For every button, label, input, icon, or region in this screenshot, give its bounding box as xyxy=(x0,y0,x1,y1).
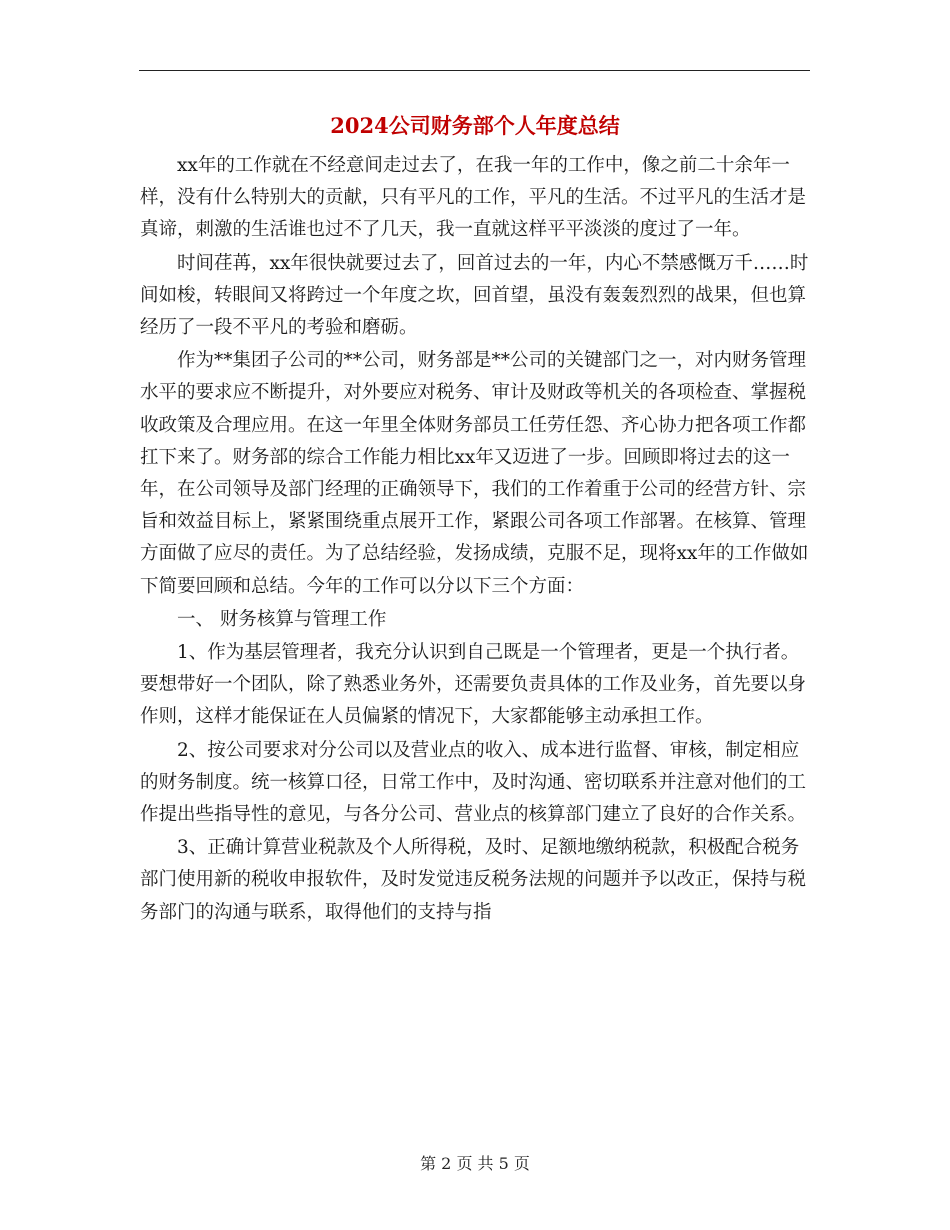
section-heading-1: 一、 财务核算与管理工作 xyxy=(177,608,387,630)
paragraph-2: 时间荏苒，xx年很快就要过去了，回首过去的一年，内心不禁感慨万千……时间如梭，转眼间又将跨过一个年度之坎，回首望，虽没有轰轰烈烈的战果，但也算经历了一段不平凡的考验和磨砺。 xyxy=(140,252,809,339)
paragraph-1: xx年的工作就在不经意间走过去了，在我一年的工作中，像之前二十余年一样，没有什么特别大的贡献，只有平凡的工作，平凡的生活。不过平凡的生活才是真谛，刺激的生活谁也过不了几天，我一直就这样平平淡淡的度过了一年。 xyxy=(140,155,807,241)
document-title: 2024公司财务部个人年度总结 xyxy=(330,113,620,138)
page-number-footer: 第 2 页 共 5 页 xyxy=(420,1154,530,1173)
paragraph-item-3: 3、正确计算营业税款及个人所得税，及时、足额地缴纳税款，积极配合税务部门使用新的税收申报软件，及时发觉违反税务法规的问题并予以改正，保持与税务部门的沟通与联系，取得他们的支持与指 xyxy=(140,837,807,923)
paragraph-item-2: 2、按公司要求对分公司以及营业点的收入、成本进行监督、审核，制定相应的财务制度。统一核算口径，日常工作中，及时沟通、密切联系并注意对他们的工作提出些指导性的意见，与各分公司、营业点的核算部门建立了良好的合作关系。 xyxy=(140,739,807,826)
paragraph-3: 作为**集团子公司的**公司，财务部是**公司的关键部门之一，对内财务管理水平的要求应不断提升，对外要应对税务、审计及财政等机关的各项检查、掌握税收政策及合理应用。在这一年里全体财务部员工任劳任怨、齐心协力把各项工作都扛下来了。财务部的综合工作能力相比xx年又迈进了一步。回顾即将过去的这一年，在公司领导及部门经理的正确领导下，我们的工作着重于公司的经营方针、宗旨和效益目标上，紧紧围绕重点展开工作，紧跟公司各项工作部署。在核算、管理方面做了应尽的责任。为了总结经验，发扬成绩，克服不足，现将xx年的工作做如下简要回顾和总结。今年的工作可以分以下三个方面： xyxy=(140,350,809,597)
paragraph-item-1: 1、作为基层管理者，我充分认识到自己既是一个管理者，更是一个执行者。要想带好一个团队，除了熟悉业务外，还需要负责具体的工作及业务，首先要以身作则，这样才能保证在人员偏紧的情况下，大家都能够主动承担工作。 xyxy=(140,642,807,728)
document-body xyxy=(140,150,810,930)
header-rule xyxy=(139,70,810,71)
